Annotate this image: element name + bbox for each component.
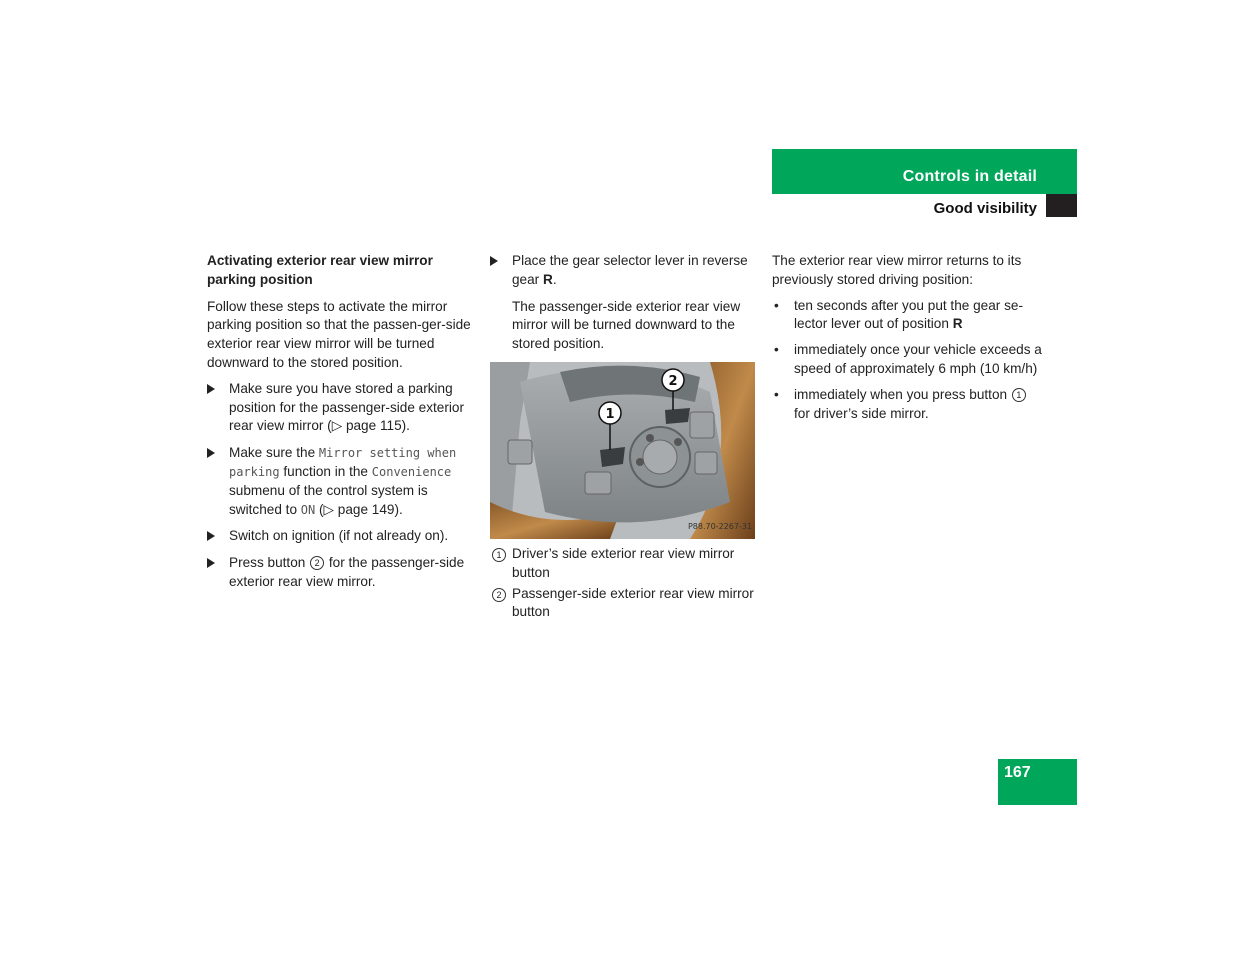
step-item [207, 554, 475, 592]
column-middle [490, 252, 756, 624]
step-result: The passenger-side exterior rear view mirror will be turned downward to the stored position. [512, 298, 741, 352]
step-text: function in the [279, 463, 372, 479]
return-intro: The exterior rear view mirror returns to its previously stored driving position: [772, 253, 1022, 287]
section-header-bar [772, 149, 1077, 194]
legend-item [490, 545, 756, 583]
column-left [207, 252, 475, 600]
bullet-item [772, 297, 1042, 335]
callout-1-label: 1 [605, 406, 615, 422]
step-text: (▷ page 149). [315, 501, 403, 517]
bullet-dot-icon: • [774, 386, 779, 402]
bullet-item [772, 341, 1042, 379]
bullet-text: for driver’s side mirror. [794, 405, 929, 421]
step-text: submenu of the control system is switched to [229, 482, 428, 517]
column-right [772, 252, 1042, 430]
step-text: . [552, 271, 557, 287]
section-marker-block [1046, 194, 1077, 217]
console-illustration [490, 362, 755, 539]
callout-2-label: 2 [668, 373, 678, 389]
step-arrow-icon [490, 256, 498, 266]
step-text: for the passenger-side exterior rear view mirror. [229, 555, 465, 589]
legend-item [490, 585, 756, 623]
procedure-intro: Follow these steps to activate the mirror parking position so that the passen-ger-side exterior rear view mirror will be turned downward to the stored position. [207, 298, 471, 370]
center-console-photo [490, 362, 755, 539]
subsection-title: Good visibility [933, 200, 1037, 217]
step-text: Make sure the [229, 445, 319, 461]
display-message-text: Mirror setting when parking [229, 446, 457, 479]
step-arrow-icon [207, 384, 215, 394]
legend-text: Passenger-side exterior rear view mirror button [512, 585, 754, 620]
callout-number-icon: 1 [492, 548, 506, 562]
gear-label: R [542, 271, 553, 287]
step-text: Make sure you have stored a parking position for the passenger-side exterior rear view mirror (▷ page 115). [229, 380, 464, 434]
step-text: Press button [229, 555, 310, 571]
step-arrow-icon [207, 558, 215, 568]
step-arrow-icon [207, 531, 215, 541]
callout-number-icon: 1 [1012, 388, 1026, 402]
bullet-dot-icon: • [774, 342, 779, 358]
gear-label: R [952, 316, 963, 332]
step-item [207, 380, 475, 436]
page-number-box [998, 759, 1077, 805]
bullet-item [772, 386, 1042, 424]
photo-reference-code: P88.70-2267-31 [687, 522, 752, 532]
step-item [207, 527, 475, 546]
step-text: Switch on ignition (if not already on). [229, 528, 449, 544]
callout-number-icon: 2 [310, 556, 324, 570]
step-item [490, 252, 756, 290]
procedure-heading: Activating exterior rear view mirror parking position [207, 253, 433, 287]
bullet-text: ten seconds after you put the gear se-lector lever out of position [794, 297, 1023, 332]
step-arrow-icon [207, 448, 215, 458]
step-text: Place the gear selector lever in reverse gear [512, 253, 748, 287]
section-title: Controls in detail [902, 168, 1037, 185]
bullet-dot-icon: • [774, 297, 779, 313]
callout-number-icon: 2 [492, 588, 506, 602]
submenu-name-text: Convenience [371, 464, 452, 479]
bullet-text: immediately once your vehicle exceeds a speed of approximately 6 mph (10 km/h) [794, 342, 1042, 376]
page-number: 167 [1004, 764, 1031, 781]
bullet-text: immediately when you press button [794, 386, 1011, 402]
step-item [207, 444, 475, 519]
legend-text: Driver’s side exterior rear view mirror button [512, 545, 735, 580]
setting-value-text: ON [300, 502, 316, 517]
